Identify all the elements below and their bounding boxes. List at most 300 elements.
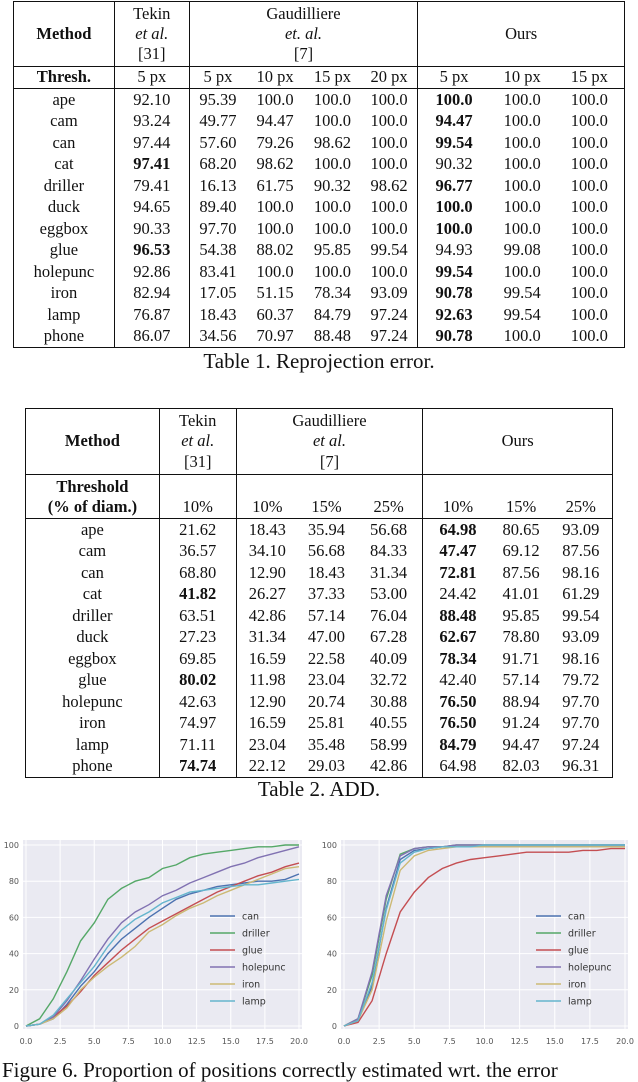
object-name: driller: [26, 605, 160, 627]
value-cell: 94.65: [114, 197, 189, 219]
value-cell: 34.56: [199, 326, 237, 345]
value-cell: 100.0: [570, 111, 608, 130]
threshold-cell: 10%: [442, 496, 474, 516]
value-cell: 100.0: [361, 132, 418, 154]
value-cell: 42.86: [248, 605, 286, 625]
threshold-cell: 10%: [252, 496, 283, 516]
threshold-cell: 5 px: [203, 67, 233, 87]
threshold-cell: 15%: [311, 496, 342, 516]
value-cell: 40.55: [355, 713, 423, 735]
value-cell: 100.0: [313, 261, 352, 281]
value-cell: 91.71: [502, 648, 540, 668]
value-cell: 67.28: [355, 627, 423, 649]
threshold-cell: 5 px: [439, 67, 469, 87]
x-tick-label: 10.0: [475, 1037, 494, 1046]
value-cell: 82.94: [114, 283, 189, 305]
value-cell: 93.24: [114, 111, 189, 133]
value-cell: 88.48: [439, 605, 477, 625]
value-cell: 100.0: [570, 283, 608, 302]
legend-label: glue: [568, 945, 589, 957]
x-tick-label: 12.5: [510, 1037, 529, 1046]
value-cell: 57.60: [199, 132, 237, 152]
value-cell: 61.29: [562, 584, 600, 603]
object-name: cam: [14, 111, 115, 133]
value-cell: 97.41: [114, 154, 189, 176]
value-cell: 97.44: [114, 132, 189, 154]
table-row: [26, 691, 613, 713]
value-cell: 99.08: [503, 240, 541, 259]
value-cell: 74.97: [159, 713, 236, 735]
value-cell: 94.93: [435, 240, 473, 259]
legend-label: glue: [242, 945, 263, 957]
y-tick-label: 40: [326, 949, 337, 959]
y-tick-label: 20: [326, 985, 337, 995]
value-cell: 99.54: [503, 283, 541, 302]
value-cell: 29.03: [307, 756, 346, 775]
table-row: [26, 713, 613, 735]
threshold-cell: 10%: [159, 475, 236, 519]
value-cell: 22.58: [307, 648, 346, 668]
table-row: [26, 605, 613, 627]
value-cell: 98.16: [562, 562, 600, 582]
value-cell: 98.62: [256, 154, 294, 173]
value-cell: 90.32: [313, 175, 352, 195]
table-row: [14, 175, 625, 197]
value-cell: 41.01: [502, 584, 540, 603]
legend-label: can: [242, 911, 260, 923]
value-cell: 11.98: [249, 670, 286, 689]
value-cell: 100.0: [361, 111, 418, 133]
object-name: ape: [14, 89, 115, 111]
gaudilliere-header: [236, 409, 423, 475]
legend-label: holepunc: [242, 962, 286, 974]
value-cell: 90.32: [435, 154, 473, 173]
value-cell: 17.05: [199, 283, 237, 302]
object-name: phone: [14, 326, 115, 348]
value-cell: 79.26: [256, 132, 294, 152]
x-tick-label: 7.5: [443, 1037, 456, 1046]
value-cell: 100.0: [435, 218, 473, 238]
value-cell: 100.0: [503, 89, 541, 109]
value-cell: 68.20: [199, 154, 237, 173]
value-cell: 100.0: [435, 197, 473, 216]
gaudilliere-header: [189, 2, 418, 67]
x-tick-label: 0.0: [337, 1037, 351, 1046]
value-cell: 88.48: [313, 326, 352, 345]
value-cell: 93.09: [562, 627, 600, 646]
table-row: [26, 627, 613, 649]
table1-caption: Table 1. Reprojection error.: [203, 349, 435, 373]
value-cell: 78.80: [502, 627, 540, 646]
value-cell: 100.0: [435, 89, 473, 109]
y-tick-label: 80: [8, 877, 19, 887]
table-row: [14, 326, 625, 348]
thresh-label: Thresh.: [14, 67, 115, 89]
object-name: eggbox: [14, 218, 115, 240]
value-cell: 21.62: [159, 519, 236, 541]
value-cell: 83.41: [199, 261, 237, 281]
table-row: [26, 670, 613, 692]
value-cell: 100.0: [570, 154, 608, 173]
y-tick-label: 60: [8, 913, 19, 923]
value-cell: 96.77: [435, 175, 473, 195]
x-tick-label: 2.5: [372, 1037, 386, 1046]
x-tick-label: 17.5: [255, 1037, 274, 1046]
value-cell: 100.0: [256, 218, 294, 238]
value-cell: 100.0: [313, 89, 352, 109]
x-tick-label: 2.5: [53, 1037, 67, 1046]
legend-label: lamp: [568, 996, 592, 1008]
value-cell: 100.0: [361, 89, 418, 111]
value-cell: 100.0: [570, 132, 608, 152]
table-row: [14, 197, 625, 219]
object-name: ape: [26, 519, 160, 541]
table-row: [14, 111, 625, 133]
value-cell: 100.0: [570, 240, 608, 259]
value-cell: 100.0: [313, 111, 352, 130]
value-cell: 27.23: [159, 627, 236, 649]
thresh-label-line1: Threshold: [56, 476, 129, 496]
value-cell: 76.04: [355, 605, 423, 627]
value-cell: 58.99: [355, 734, 423, 756]
value-cell: 79.41: [114, 175, 189, 197]
value-cell: 95.85: [502, 605, 540, 625]
tekin-name: Tekin: [179, 411, 217, 431]
value-cell: 95.39: [199, 89, 237, 109]
object-name: glue: [14, 240, 115, 262]
value-cell: 92.63: [435, 304, 473, 324]
y-tick-label: 0: [331, 1022, 337, 1031]
table-row: [14, 304, 625, 326]
value-cell: 84.79: [313, 304, 352, 324]
x-tick-label: 15.0: [221, 1037, 240, 1046]
table-row: [26, 756, 613, 778]
figure6-caption: Figure 6. Proportion of positions correctly estimated wrt. the error: [2, 1058, 558, 1082]
threshold-cell: 15 px: [313, 67, 352, 87]
x-tick-label: 5.0: [87, 1037, 101, 1046]
value-cell: 96.53: [114, 240, 189, 262]
value-cell: 62.67: [439, 627, 477, 646]
tekin-header: [159, 409, 236, 475]
value-cell: 64.98: [439, 756, 477, 775]
gaud-name: Gaudilliere: [266, 3, 341, 23]
value-cell: 68.80: [159, 562, 236, 584]
value-cell: 100.0: [503, 197, 541, 216]
value-cell: 92.10: [114, 89, 189, 111]
value-cell: 23.04: [307, 670, 346, 689]
value-cell: 98.16: [562, 648, 600, 668]
add-table: [25, 408, 613, 778]
threshold-cell: 25%: [355, 475, 423, 519]
value-cell: 18.43: [248, 519, 286, 539]
value-cell: 40.09: [355, 648, 423, 670]
value-cell: 80.65: [502, 519, 540, 539]
value-cell: 86.07: [114, 326, 189, 348]
value-cell: 69.85: [159, 648, 236, 670]
y-tick-label: 60: [326, 913, 337, 923]
value-cell: 61.75: [256, 175, 294, 195]
threshold-cell: 10 px: [503, 67, 541, 87]
tekin-ref: [31]: [183, 451, 212, 471]
reprojection-error-table: [13, 1, 625, 348]
object-name: cat: [26, 584, 160, 606]
object-name: lamp: [26, 734, 160, 756]
legend-label: driller: [568, 928, 596, 940]
value-cell: 97.24: [361, 304, 418, 326]
value-cell: 76.50: [439, 691, 477, 711]
value-cell: 97.24: [562, 734, 600, 754]
object-name: driller: [14, 175, 115, 197]
legend-label: lamp: [242, 996, 266, 1008]
y-tick-label: 20: [8, 985, 19, 995]
object-name: holepunc: [14, 261, 115, 283]
value-cell: 76.50: [439, 713, 477, 732]
value-cell: 99.54: [435, 132, 473, 152]
value-cell: 91.24: [502, 713, 540, 732]
value-cell: 82.03: [502, 756, 540, 775]
value-cell: 24.42: [439, 584, 477, 603]
value-cell: 90.78: [435, 283, 473, 302]
value-cell: 100.0: [570, 89, 608, 109]
value-cell: 60.37: [256, 304, 294, 324]
value-cell: 37.33: [307, 584, 346, 603]
x-tick-label: 10.0: [153, 1037, 172, 1046]
value-cell: 78.34: [439, 648, 477, 668]
ours-header: Ours: [501, 431, 534, 451]
table-row: [14, 89, 625, 111]
value-cell: 99.54: [435, 261, 473, 281]
value-cell: 94.47: [256, 111, 294, 130]
value-cell: 100.0: [503, 175, 541, 195]
value-cell: 92.86: [114, 261, 189, 283]
value-cell: 97.70: [562, 713, 600, 732]
object-name: glue: [26, 670, 160, 692]
value-cell: 56.68: [307, 541, 346, 560]
value-cell: 100.0: [570, 326, 608, 345]
value-cell: 53.00: [355, 584, 423, 606]
value-cell: 100.0: [361, 197, 418, 219]
table-row: [26, 541, 613, 563]
value-cell: 76.87: [114, 304, 189, 326]
value-cell: 100.0: [256, 197, 294, 216]
value-cell: 20.74: [307, 691, 346, 711]
table-row: [26, 648, 613, 670]
table-row: [14, 154, 625, 176]
table-row: [26, 734, 613, 756]
value-cell: 90.33: [114, 218, 189, 240]
value-cell: 100.0: [570, 197, 608, 216]
value-cell: 100.0: [313, 218, 352, 238]
value-cell: 100.0: [256, 261, 294, 281]
value-cell: 100.0: [570, 304, 608, 324]
value-cell: 99.54: [562, 605, 600, 625]
value-cell: 100.0: [313, 197, 352, 216]
value-cell: 100.0: [570, 218, 608, 238]
value-cell: 12.90: [248, 691, 286, 711]
value-cell: 42.40: [439, 670, 477, 689]
value-cell: 69.12: [502, 541, 540, 560]
value-cell: 100.0: [361, 261, 418, 283]
value-cell: 49.77: [199, 111, 237, 130]
value-cell: 98.62: [361, 175, 418, 197]
value-cell: 97.70: [199, 218, 237, 238]
ours-header: Ours: [505, 23, 538, 43]
value-cell: 47.47: [439, 541, 477, 560]
value-cell: 100.0: [503, 218, 541, 238]
table-row: [26, 584, 613, 606]
table-row: [14, 240, 625, 262]
value-cell: 88.94: [502, 691, 540, 711]
value-cell: 36.57: [159, 541, 236, 563]
value-cell: 100.0: [361, 154, 418, 176]
threshold-cell: 15 px: [570, 67, 608, 87]
table-row: [14, 283, 625, 305]
value-cell: 84.79: [439, 734, 477, 754]
value-cell: 34.10: [248, 541, 286, 560]
value-cell: 100.0: [503, 154, 541, 173]
tekin-name: Tekin: [133, 3, 171, 23]
x-tick-label: 7.5: [122, 1037, 135, 1046]
value-cell: 98.62: [313, 132, 352, 152]
table-row: [14, 218, 625, 240]
y-tick-label: 100: [321, 841, 337, 850]
value-cell: 16.59: [248, 713, 286, 732]
x-tick-label: 20.0: [290, 1037, 308, 1046]
value-cell: 100.0: [503, 111, 541, 130]
value-cell: 63.51: [159, 605, 236, 627]
gaud-etal: et. al.: [284, 23, 323, 43]
value-cell: 18.43: [307, 562, 346, 582]
legend-label: iron: [568, 979, 587, 991]
value-cell: 97.70: [562, 691, 600, 711]
y-tick-label: 80: [326, 877, 337, 887]
legend-label: iron: [242, 979, 261, 991]
accuracy-plot-right: [318, 830, 638, 1052]
y-tick-label: 100: [3, 841, 19, 850]
value-cell: 42.63: [159, 691, 236, 713]
threshold-cell: 10 px: [256, 67, 294, 87]
value-cell: 74.74: [159, 756, 236, 778]
object-name: lamp: [14, 304, 115, 326]
tekin-etal: et al.: [181, 431, 215, 451]
object-name: duck: [26, 627, 160, 649]
x-tick-label: 20.0: [616, 1037, 634, 1046]
value-cell: 71.11: [159, 734, 236, 756]
table-row: [14, 132, 625, 154]
table2-caption: Table 2. ADD.: [257, 777, 381, 801]
value-cell: 57.14: [502, 670, 540, 689]
x-tick-label: 12.5: [187, 1037, 206, 1046]
value-cell: 51.15: [256, 283, 294, 302]
value-cell: 97.24: [361, 326, 418, 348]
accuracy-plot-left: [0, 830, 312, 1052]
value-cell: 31.34: [355, 562, 423, 584]
threshold-cell: 25%: [565, 496, 596, 516]
value-cell: 25.81: [307, 713, 346, 732]
value-cell: 41.82: [159, 584, 236, 606]
value-cell: 95.85: [313, 240, 352, 259]
value-cell: 90.78: [435, 326, 473, 345]
object-name: iron: [26, 713, 160, 735]
value-cell: 54.38: [199, 240, 237, 259]
gaud-etal: et al.: [312, 431, 346, 451]
value-cell: 22.12: [248, 756, 286, 775]
value-cell: 80.02: [159, 670, 236, 692]
value-cell: 89.40: [199, 197, 237, 216]
method-header: Method: [26, 409, 160, 475]
value-cell: 35.94: [307, 519, 346, 539]
legend-label: driller: [242, 928, 270, 940]
value-cell: 100.0: [256, 89, 294, 109]
tekin-etal: et al.: [135, 23, 169, 43]
object-name: can: [26, 562, 160, 584]
value-cell: 42.86: [355, 756, 423, 778]
value-cell: 79.72: [562, 670, 600, 689]
tekin-header: [114, 2, 189, 67]
value-cell: 26.27: [248, 584, 286, 603]
table-row: [26, 519, 613, 541]
value-cell: 23.04: [248, 734, 286, 754]
method-header: Method: [14, 2, 115, 67]
value-cell: 93.09: [361, 283, 418, 305]
y-tick-label: 0: [13, 1022, 19, 1031]
value-cell: 35.48: [307, 734, 346, 754]
value-cell: 57.14: [307, 605, 346, 625]
value-cell: 87.56: [562, 541, 600, 560]
object-name: can: [14, 132, 115, 154]
threshold-cell: 5 px: [114, 67, 189, 89]
value-cell: 99.54: [361, 240, 418, 262]
value-cell: 47.00: [307, 627, 346, 646]
thresh-label-line2: (% of diam.): [47, 496, 138, 516]
tekin-ref: [31]: [138, 44, 166, 64]
value-cell: 94.47: [435, 111, 473, 130]
object-name: eggbox: [26, 648, 160, 670]
value-cell: 100.0: [313, 154, 352, 173]
object-name: duck: [14, 197, 115, 219]
value-cell: 94.47: [502, 734, 540, 754]
object-name: phone: [26, 756, 160, 778]
x-tick-label: 5.0: [407, 1037, 421, 1046]
threshold-cell: 15%: [505, 496, 537, 516]
value-cell: 99.54: [503, 304, 541, 324]
object-name: holepunc: [26, 691, 160, 713]
legend-label: can: [568, 911, 586, 923]
value-cell: 56.68: [355, 519, 423, 541]
value-cell: 64.98: [439, 519, 477, 539]
value-cell: 100.0: [570, 175, 608, 195]
value-cell: 78.34: [313, 283, 352, 302]
table-row: [14, 261, 625, 283]
value-cell: 84.33: [355, 541, 423, 563]
y-tick-label: 40: [8, 949, 19, 959]
value-cell: 100.0: [361, 218, 418, 240]
object-name: cam: [26, 541, 160, 563]
gaud-name: Gaudilliere: [292, 411, 367, 431]
value-cell: 12.90: [248, 562, 286, 582]
value-cell: 96.31: [562, 756, 600, 775]
value-cell: 30.88: [355, 691, 423, 713]
value-cell: 72.81: [439, 562, 477, 582]
value-cell: 16.59: [248, 648, 286, 668]
object-name: cat: [14, 154, 115, 176]
legend-label: holepunc: [568, 962, 612, 974]
value-cell: 100.0: [570, 261, 608, 281]
value-cell: 100.0: [503, 132, 541, 152]
value-cell: 87.56: [502, 562, 540, 582]
value-cell: 100.0: [503, 261, 541, 281]
x-tick-label: 0.0: [19, 1037, 33, 1046]
